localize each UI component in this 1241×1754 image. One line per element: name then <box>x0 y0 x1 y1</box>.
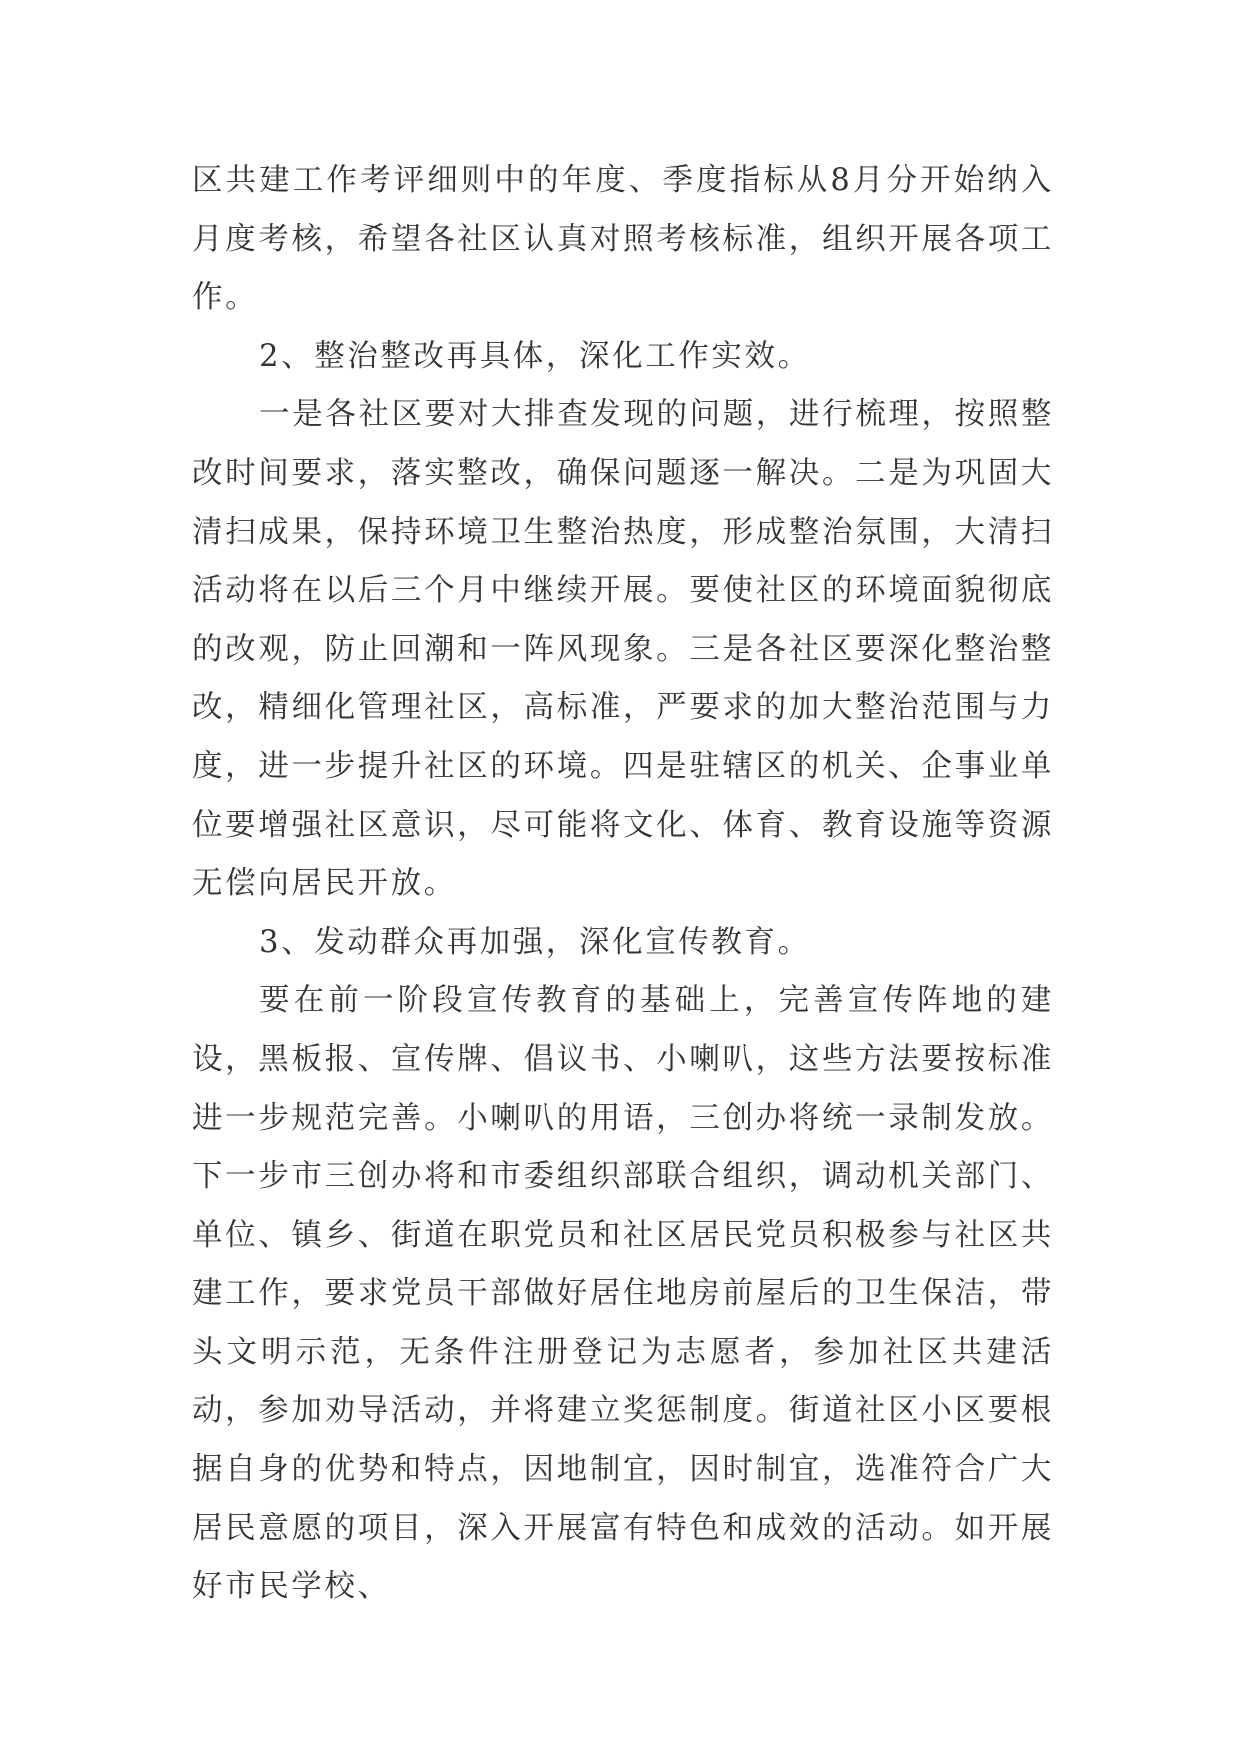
paragraph-publicity: 要在前一阶段宣传教育的基础上，完善宣传阵地的建设，黑板报、宣传牌、倡议书、小喇叭，这些方法要按标准进一步规范完善。小喇叭的用语，三创办将统一录制发放。下一步市三创办将和市委组织部联合组织，调动机关部门、单位、镇乡、街道在职党员和社区居民党员积极参与社区共建工作，要求党员干部做好居住地房前屋后的卫生保洁，带头文明示范，无条件注册登记为志愿者，参加社区共建活动，参加劝导活动，并将建立奖惩制度。街道社区小区要根据自身的优势和特点，因地制宜，因时制宜，选准符合广大居民意愿的项目，深入开展富有特色和成效的活动。如开展好市民学校、 <box>192 983 1054 1605</box>
paragraph-rectification: 一是各社区要对大排查发现的问题，进行梳理，按照整改时间要求，落实整改，确保问题逐一解决。二是为巩固大清扫成果，保持环境卫生整治热度，形成整治氛围，大清扫活动将在以后三个月中继续开展。要使社区的环境面貌彻底的改观，防止回潮和一阵风现象。三是各社区要深化整治整改，精细化管理社区，高标准，严要求的加大整治范围与力度，进一步提升社区的环境。四是驻辖区的机关、企事业单位要增强社区意识，尽可能将文化、体育、教育设施等资源无偿向居民开放。 <box>192 397 1054 902</box>
document-body <box>192 152 1054 1617</box>
section-heading-3: 3、发动群众再加强，深化宣传教育。 <box>259 924 811 960</box>
section-heading-2: 2、整治整改再具体，深化工作实效。 <box>259 338 811 374</box>
paragraph-continuation: 区共建工作考评细则中的年度、季度指标从8月分开始纳入月度考核，希望各社区认真对照考核标准，组织开展各项工作。 <box>192 163 1054 316</box>
